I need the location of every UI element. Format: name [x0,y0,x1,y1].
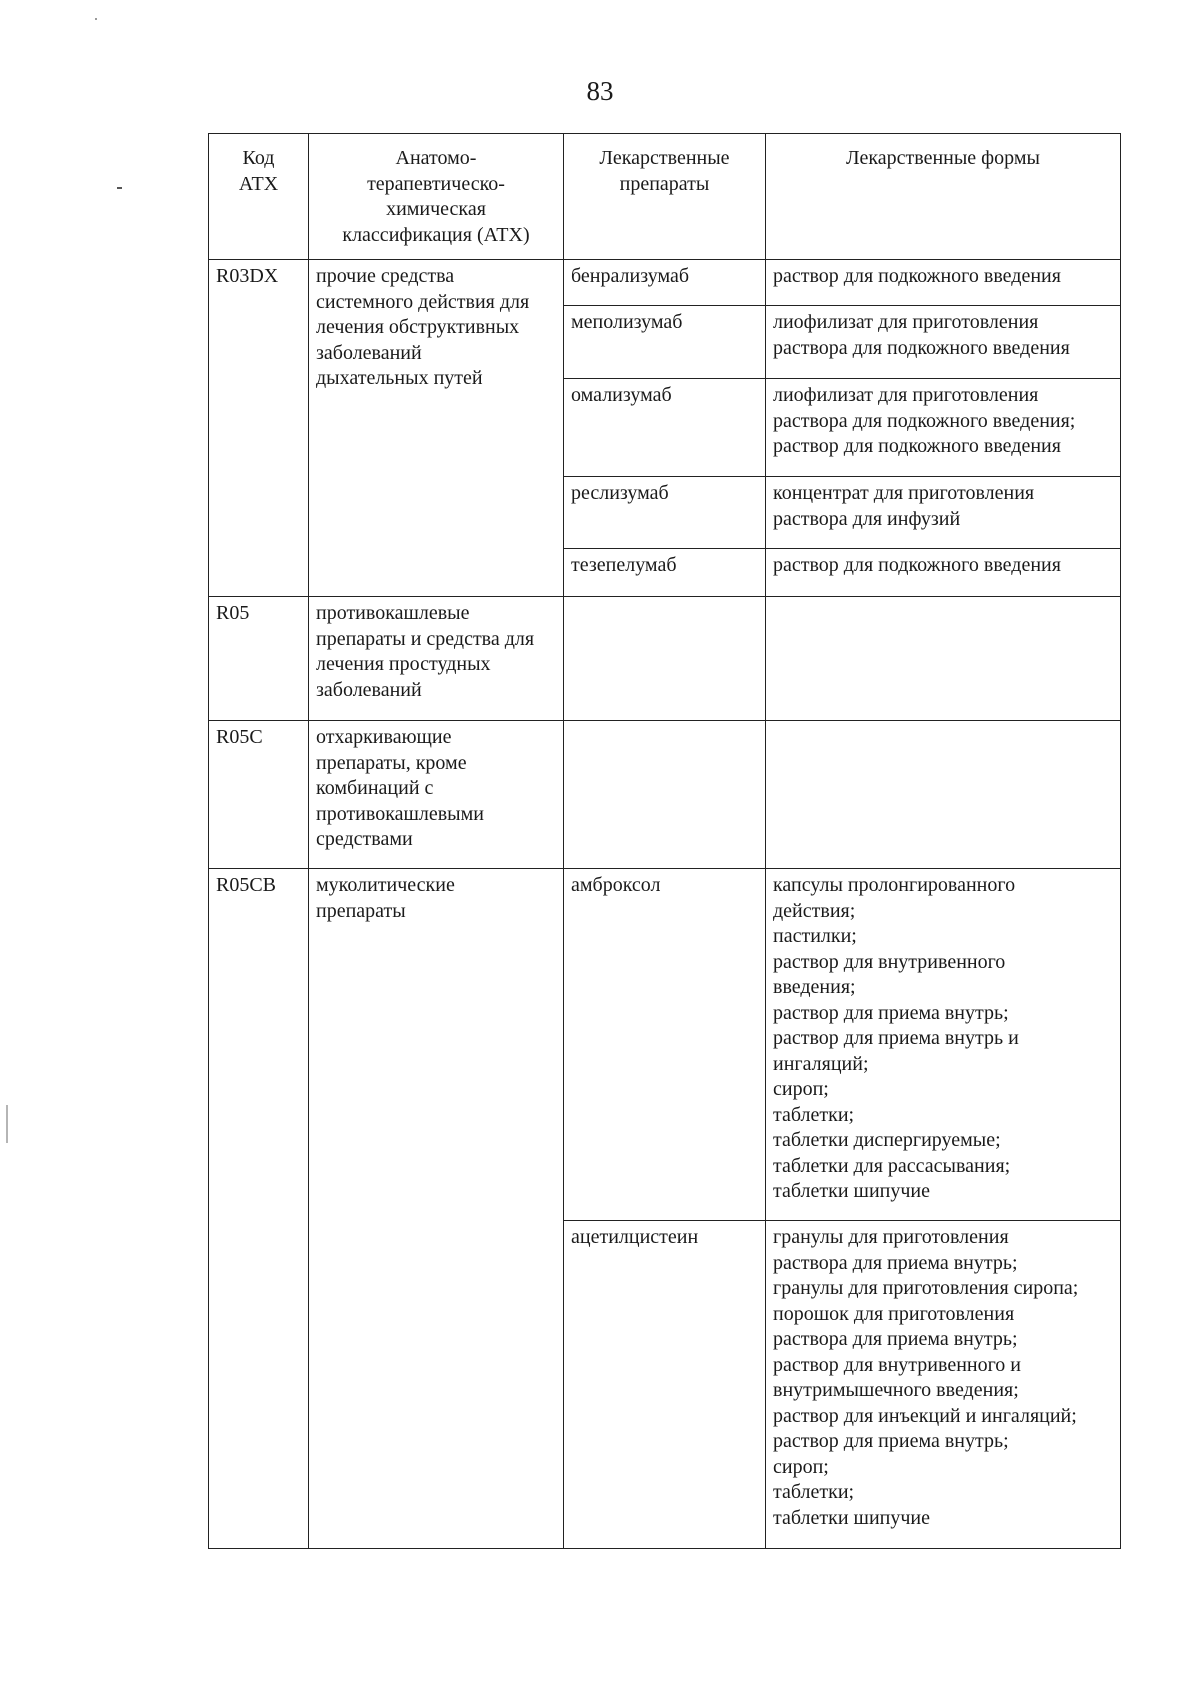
header-classification-line: Анатомо- [395,147,477,169]
dosage-forms [766,721,1121,869]
page-number: 83 [586,76,614,106]
atc-classification [309,869,564,1549]
dosage-form-line: действия; [773,899,856,922]
classification-line: противокашлевыми [316,802,484,825]
dosage-form-line: капсулы пролонгированного [773,874,1016,896]
classification-line: препараты и средства для [316,627,535,650]
drug-name: амброксол [564,869,766,1221]
dosage-form-line: раствор для инъекций и ингаляций; [773,1404,1077,1427]
drug-name: тезепелумаб [564,549,766,597]
atc-classification [309,721,564,869]
dosage-form-line: раствор для внутривенного и [773,1353,1022,1376]
dosage-form-line: порошок для приготовления [773,1302,1015,1325]
atc-code: R05CB [209,869,309,1549]
header-drugs-line: Лекарственные [599,147,730,169]
atc-table [208,133,1121,1549]
table-row [209,597,1121,721]
classification-line: муколитические [316,874,455,896]
dosage-form-line: раствора для инфузий [773,507,961,530]
dosage-form-line: раствор для подкожного введения [773,265,1061,287]
header-code-line: АТХ [238,172,279,195]
dosage-form-line: ингаляций; [773,1052,869,1075]
drug-name: меполизумаб [564,306,766,379]
classification-line: лечения простудных [316,653,491,675]
dosage-form-line: таблетки шипучие [773,1180,931,1202]
dosage-form-line: раствора для приема внутрь; [773,1251,1018,1274]
dosage-form-line: гранулы для приготовления [773,1226,1009,1248]
dosage-form-line: гранулы для приготовления сиропа; [773,1277,1079,1299]
dosage-form-line: сироп; [773,1455,829,1478]
dosage-forms [766,306,1121,379]
scan-mark [117,187,122,189]
drug-name: омализумаб [564,379,766,477]
dosage-form-line: таблетки для рассасывания; [773,1154,1011,1177]
dosage-form-line: введения; [773,976,856,998]
classification-line: заболеваний [316,678,422,701]
dosage-form-line: раствор для приема внутрь и [773,1027,1019,1049]
scan-mark [95,18,97,20]
atc-code: R03DX [209,260,309,597]
dosage-forms [766,379,1121,477]
classification-line: препараты, кроме [316,751,467,774]
dosage-form-line: таблетки диспергируемые; [773,1129,1001,1151]
atc-table-wrapper [208,133,1120,1549]
drug-name: ацетилцистеин [564,1221,766,1549]
drug-name [564,597,766,721]
table-row [209,869,1121,1221]
classification-line: отхаркивающие [316,726,452,748]
dosage-form-line: лиофилизат для приготовления [773,384,1039,406]
classification-line: препараты [316,899,406,922]
dosage-forms [766,549,1121,597]
classification-line: лечения обструктивных [316,316,520,338]
header-classification-line: химическая [386,198,486,220]
dosage-form-line: лиофилизат для приготовления [773,311,1039,333]
classification-line: средствами [316,828,413,850]
dosage-form-line: раствор для приема внутрь; [773,1430,1009,1452]
drug-name: бенрализумаб [564,260,766,306]
dosage-form-line: раствор для подкожного введения [773,435,1061,457]
header-classification [309,134,564,260]
dosage-form-line: концентрат для приготовления [773,482,1035,504]
dosage-form-line: раствор для внутривенного [773,950,1006,973]
classification-line: противокашлевые [316,602,470,624]
dosage-form-line: таблетки; [773,1481,855,1503]
atc-code: R05 [209,597,309,721]
header-classification-line: классификация (АТХ) [342,223,530,246]
scan-mark [6,1105,8,1143]
dosage-form-line: внутримышечного введения; [773,1379,1019,1401]
classification-line: дыхательных путей [316,367,483,389]
table-row [209,721,1121,869]
classification-line: заболеваний [316,341,422,364]
dosage-form-line: таблетки шипучие [773,1506,931,1529]
header-drugs-line: препараты [619,172,710,195]
header-drugs [564,134,766,260]
header-code-line: Код [242,147,275,169]
table-header-row [209,134,1121,260]
dosage-form-line: таблетки; [773,1103,855,1126]
atc-classification [309,260,564,597]
dosage-forms [766,1221,1121,1549]
dosage-forms [766,597,1121,721]
dosage-form-line: раствора для приема внутрь; [773,1328,1018,1350]
header-classification-line: терапевтическо- [367,172,505,195]
dosage-forms [766,869,1121,1221]
classification-line: системного действия для [316,290,530,313]
drug-name: реслизумаб [564,477,766,549]
dosage-forms [766,260,1121,306]
drug-name [564,721,766,869]
dosage-form-line: сироп; [773,1078,829,1100]
dosage-form-line: раствор для приема внутрь; [773,1001,1009,1024]
dosage-forms [766,477,1121,549]
classification-line: комбинаций с [316,777,434,799]
classification-line: прочие средства [316,265,455,287]
atc-code: R05C [209,721,309,869]
dosage-form-line: пастилки; [773,925,857,947]
table-row [209,260,1121,306]
dosage-form-line: раствора для подкожного введения [773,336,1070,359]
atc-classification [309,597,564,721]
dosage-form-line: раствор для подкожного введения [773,554,1061,576]
dosage-form-line: раствора для подкожного введения; [773,409,1076,432]
header-forms: Лекарственные формы [766,134,1121,260]
header-code [209,134,309,260]
